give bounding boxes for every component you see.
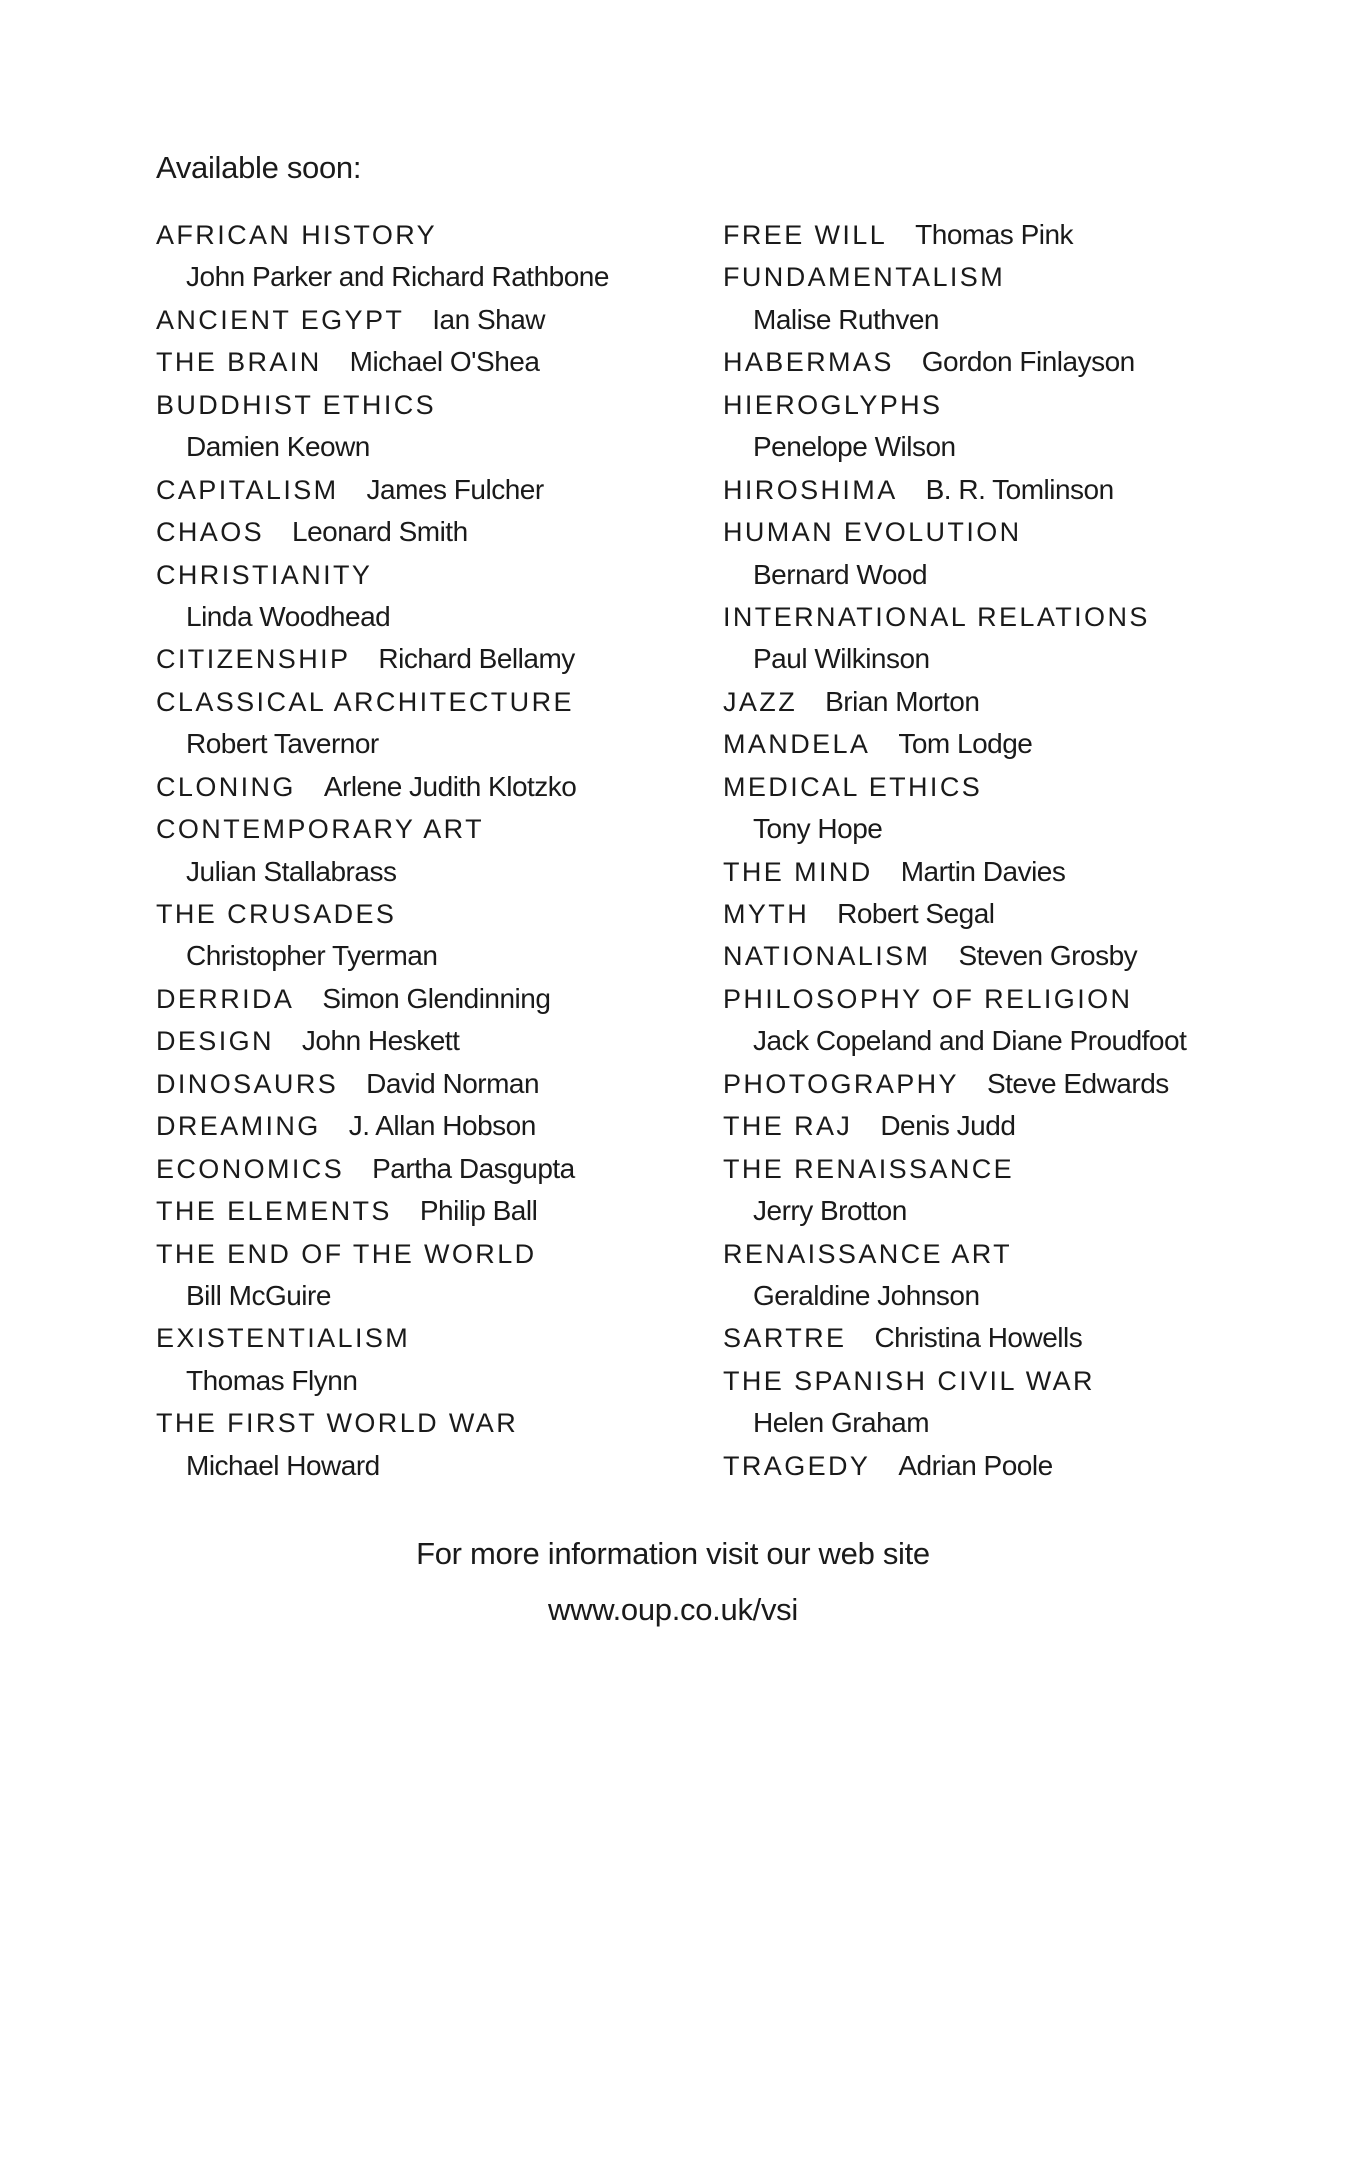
- book-entry: [723, 341, 1323, 383]
- book-title: THE RAJ: [723, 1111, 853, 1142]
- book-author: B. R. Tomlinson: [925, 473, 1114, 505]
- book-entry: [156, 1233, 756, 1318]
- book-entry: [156, 511, 756, 553]
- book-entry: [723, 214, 1323, 256]
- book-title: THE RENAISSANCE: [723, 1153, 1015, 1184]
- book-entry: [156, 1317, 756, 1402]
- book-author: Helen Graham: [753, 1407, 930, 1439]
- book-title: DREAMING: [156, 1111, 321, 1142]
- book-title: FUNDAMENTALISM: [723, 262, 1006, 293]
- book-title: THE MIND: [723, 856, 873, 887]
- book-title: INTERNATIONAL RELATIONS: [723, 601, 1150, 632]
- book-entry: [156, 808, 756, 893]
- book-title: HUMAN EVOLUTION: [723, 517, 1022, 548]
- book-title: CONTEMPORARY ART: [156, 814, 484, 845]
- book-title: AFRICAN HISTORY: [156, 220, 438, 250]
- book-entry: [723, 1317, 1323, 1359]
- book-entry: [723, 978, 1323, 1063]
- book-author: Philip Ball: [419, 1195, 538, 1227]
- book-author: Richard Bellamy: [378, 643, 575, 675]
- book-entry: [156, 1148, 756, 1190]
- book-author: Christopher Tyerman: [186, 940, 438, 972]
- book-title: RENAISSANCE ART: [723, 1238, 1013, 1269]
- book-entry: [723, 1063, 1323, 1105]
- book-title: NATIONALISM: [723, 941, 931, 972]
- book-author: Thomas Flynn: [186, 1364, 358, 1396]
- book-entry: [723, 1148, 1323, 1233]
- book-author: Paul Wilkinson: [753, 643, 930, 675]
- book-title: DINOSAURS: [156, 1068, 339, 1099]
- book-title: CAPITALISM: [156, 474, 339, 505]
- book-title: ANCIENT EGYPT: [156, 304, 405, 335]
- section-heading: Available soon:: [156, 150, 362, 185]
- book-entry: [156, 1105, 756, 1147]
- book-title: THE ELEMENTS: [156, 1196, 392, 1227]
- footer-url[interactable]: www.oup.co.uk/vsi: [548, 1592, 798, 1627]
- book-author: Thomas Pink: [915, 219, 1074, 250]
- book-entry: [156, 1020, 756, 1062]
- book-entry: [156, 554, 756, 639]
- book-entry: [723, 1445, 1323, 1487]
- book-title: FREE WILL: [723, 220, 888, 250]
- book-author: Steve Edwards: [986, 1067, 1169, 1099]
- book-title: BUDDHIST ETHICS: [156, 389, 437, 420]
- book-author: Geraldine Johnson: [753, 1279, 980, 1311]
- book-author: Bill McGuire: [186, 1279, 331, 1311]
- book-entry: [156, 1402, 756, 1487]
- book-author: Christina Howells: [874, 1322, 1083, 1354]
- book-author: John Parker and Richard Rathbone: [186, 261, 609, 293]
- book-entry: [156, 214, 756, 299]
- book-author: Tony Hope: [753, 813, 883, 845]
- book-entry: [156, 1063, 756, 1105]
- book-author: Jack Copeland and Diane Proudfoot: [753, 1025, 1187, 1057]
- book-entry: [723, 384, 1323, 469]
- book-author: Leonard Smith: [292, 516, 468, 548]
- book-entry: [723, 1105, 1323, 1147]
- book-author: Gordon Finlayson: [921, 346, 1135, 378]
- book-entry: [156, 299, 756, 341]
- book-author: Julian Stallabrass: [186, 855, 397, 887]
- book-author: Denis Judd: [880, 1110, 1016, 1142]
- book-author: Martin Davies: [900, 855, 1066, 887]
- book-title: MANDELA: [723, 729, 871, 760]
- book-title: PHOTOGRAPHY: [723, 1068, 959, 1099]
- book-author: Damien Keown: [186, 431, 370, 463]
- book-title: SARTRE: [723, 1323, 847, 1354]
- book-entry: [156, 766, 756, 808]
- book-title: PHILOSOPHY OF RELIGION: [723, 983, 1133, 1014]
- book-title: HIROSHIMA: [723, 474, 898, 505]
- book-title: DERRIDA: [156, 983, 295, 1014]
- book-author: Penelope Wilson: [753, 431, 956, 463]
- book-author: Bernard Wood: [753, 558, 928, 590]
- book-title: THE FIRST WORLD WAR: [156, 1408, 519, 1439]
- book-entry: [723, 893, 1323, 935]
- book-title: MYTH: [723, 899, 810, 929]
- book-title: CHRISTIANITY: [156, 559, 373, 590]
- book-author: James Fulcher: [366, 473, 544, 505]
- book-entry: [156, 341, 756, 383]
- book-entry: [156, 384, 756, 469]
- book-entry: [723, 851, 1323, 893]
- footer-info-text: For more information visit our web site: [416, 1536, 930, 1571]
- book-entry: [156, 681, 756, 766]
- book-title: JAZZ: [723, 686, 798, 717]
- book-title: THE END OF THE WORLD: [156, 1238, 537, 1269]
- book-author: Robert Segal: [837, 898, 995, 929]
- book-entry: [723, 1233, 1323, 1318]
- book-title: CHAOS: [156, 517, 265, 548]
- book-author: Steven Grosby: [958, 940, 1138, 972]
- book-entry: [723, 681, 1323, 723]
- book-entry: [723, 596, 1323, 681]
- book-title: CLONING: [156, 771, 296, 802]
- book-title: ECONOMICS: [156, 1153, 345, 1184]
- book-title: TRAGEDY: [723, 1450, 871, 1481]
- book-entry: [723, 1360, 1323, 1445]
- book-entry: [156, 893, 756, 978]
- book-author: Partha Dasgupta: [372, 1152, 575, 1184]
- book-author: Linda Woodhead: [186, 600, 391, 632]
- book-author: David Norman: [366, 1067, 540, 1099]
- book-author: Brian Morton: [825, 685, 980, 717]
- book-entry: [723, 469, 1323, 511]
- book-title: MEDICAL ETHICS: [723, 771, 983, 802]
- book-entry: [156, 1190, 756, 1232]
- book-title: EXISTENTIALISM: [156, 1323, 411, 1354]
- book-entry: [156, 978, 756, 1020]
- book-title: THE BRAIN: [156, 347, 322, 378]
- right-book-list: [723, 214, 1323, 1487]
- book-author: Arlene Judith Klotzko: [323, 770, 577, 802]
- book-title: THE CRUSADES: [156, 899, 397, 929]
- book-author: Tom Lodge: [898, 728, 1033, 760]
- book-author: Ian Shaw: [432, 303, 545, 335]
- book-author: Michael O'Shea: [349, 346, 540, 378]
- left-book-list: [156, 214, 756, 1487]
- book-title: CLASSICAL ARCHITECTURE: [156, 686, 574, 717]
- book-entry: [156, 638, 756, 680]
- book-entry: [723, 511, 1323, 596]
- book-author: Malise Ruthven: [753, 303, 939, 335]
- book-title: DESIGN: [156, 1026, 274, 1057]
- book-title: CITIZENSHIP: [156, 644, 351, 675]
- book-title: HABERMAS: [723, 347, 894, 378]
- book-entry: [156, 469, 756, 511]
- book-author: Adrian Poole: [898, 1449, 1053, 1481]
- book-author: Simon Glendinning: [322, 982, 551, 1014]
- book-title: HIEROGLYPHS: [723, 389, 943, 420]
- book-entry: [723, 723, 1323, 765]
- book-author: Michael Howard: [186, 1449, 380, 1481]
- book-author: Jerry Brotton: [753, 1195, 907, 1227]
- book-entry: [723, 935, 1323, 977]
- book-author: J. Allan Hobson: [348, 1110, 536, 1142]
- book-entry: [723, 256, 1323, 341]
- book-entry: [723, 766, 1323, 851]
- book-author: John Heskett: [301, 1025, 460, 1057]
- book-title: THE SPANISH CIVIL WAR: [723, 1365, 1095, 1396]
- book-author: Robert Tavernor: [186, 728, 379, 760]
